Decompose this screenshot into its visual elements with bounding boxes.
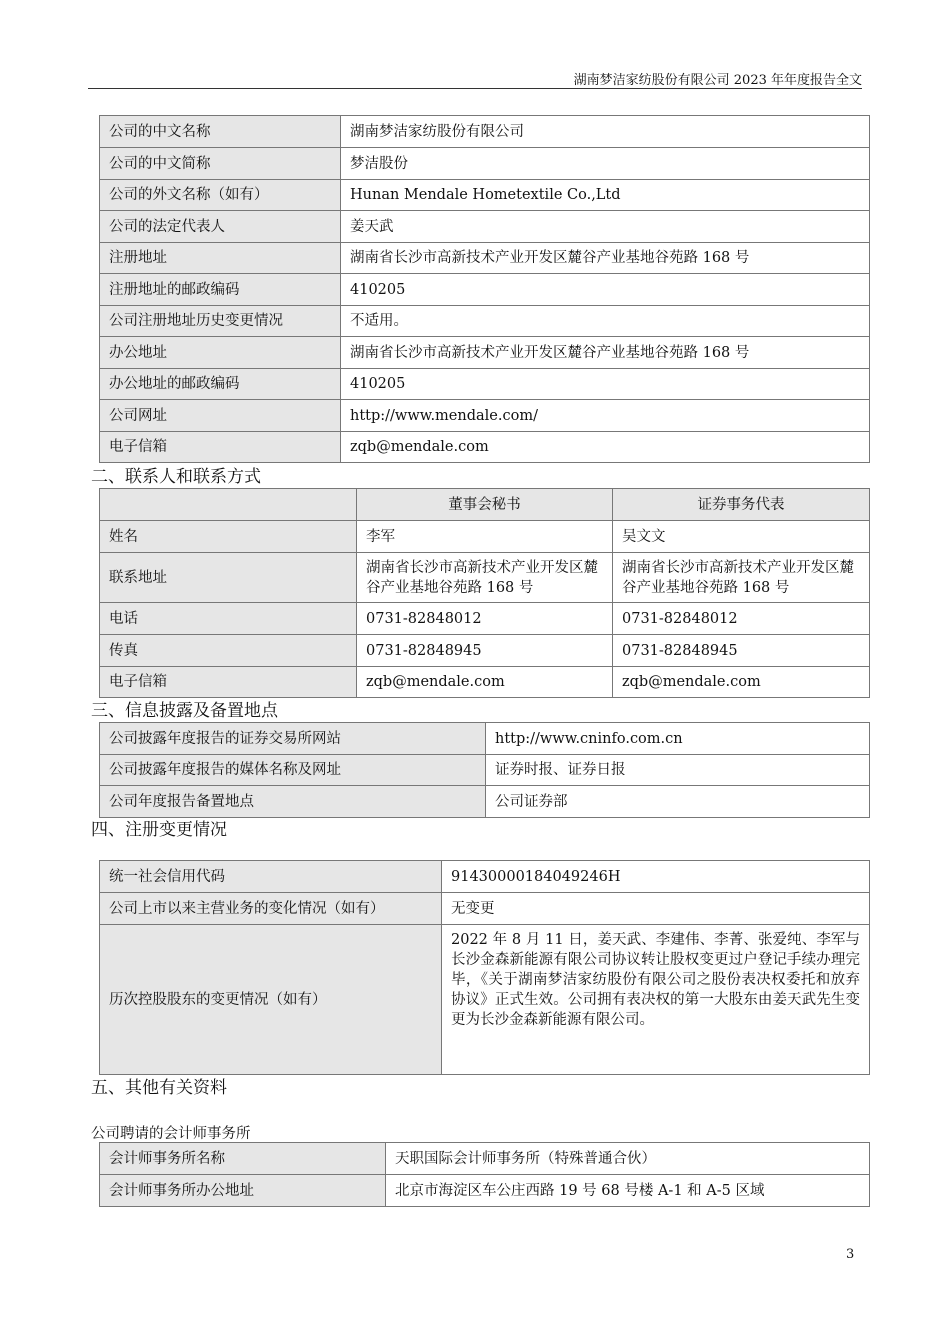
table-row xyxy=(100,211,870,243)
row-label: 公司披露年度报告的证券交易所网站 xyxy=(100,723,486,755)
header-blank-cell xyxy=(100,489,357,521)
accounting-firm-subtitle: 公司聘请的会计师事务所 xyxy=(91,1126,251,1142)
row-value: 湖南梦洁家纺股份有限公司 xyxy=(341,116,870,148)
table-row xyxy=(100,786,870,818)
row-value: 2022 年 8 月 11 日，姜天武、李建伟、李菁、张爱纯、李军与长沙金森新能源有限公司协议转让股权变更过户登记手续办理完毕，《关于湖南梦洁家纺股份有限公司之股份表决权委托和放弃协议》正式生效。公司拥有表决权的第一大股东由姜天武先生变更为长沙金森新能源有限公司。 xyxy=(442,925,870,1075)
table-row xyxy=(100,723,870,755)
section-title-registration: 四、注册变更情况 xyxy=(91,820,227,840)
row-label: 注册地址的邮政编码 xyxy=(100,274,341,306)
row-value: 姜天武 xyxy=(341,211,870,243)
secretary-cell: 0731-82848012 xyxy=(357,603,613,635)
table-row xyxy=(100,306,870,337)
row-value: 梦洁股份 xyxy=(341,148,870,180)
table-row xyxy=(100,369,870,400)
disclosure-table xyxy=(99,722,870,818)
table-row xyxy=(100,432,870,463)
row-label: 姓名 xyxy=(100,521,357,553)
row-value: 410205 xyxy=(341,369,870,400)
row-label: 办公地址 xyxy=(100,337,341,369)
table-row xyxy=(100,755,870,786)
table-row xyxy=(100,893,870,925)
table-row xyxy=(100,861,870,893)
table-row xyxy=(100,243,870,274)
table-row xyxy=(100,148,870,180)
secretary-cell: 0731-82848945 xyxy=(357,635,613,667)
row-value: 410205 xyxy=(341,274,870,306)
table-row xyxy=(100,635,870,667)
table-row xyxy=(100,521,870,553)
page-header xyxy=(88,68,862,89)
row-value: 湖南省长沙市高新技术产业开发区麓谷产业基地谷苑路 168 号 xyxy=(341,337,870,369)
row-value: Hunan Mendale Hometextile Co.,Ltd xyxy=(341,180,870,211)
row-value: zqb@mendale.com xyxy=(341,432,870,463)
row-value: 湖南省长沙市高新技术产业开发区麓谷产业基地谷苑路 168 号 xyxy=(341,243,870,274)
row-label: 传真 xyxy=(100,635,357,667)
table-row xyxy=(100,180,870,211)
table-row xyxy=(100,1143,870,1175)
section-title-contact: 二、联系人和联系方式 xyxy=(91,467,261,487)
row-label: 公司注册地址历史变更情况 xyxy=(100,306,341,337)
table-row xyxy=(100,667,870,698)
table-row xyxy=(100,925,870,1075)
row-value: http://www.cninfo.com.cn xyxy=(486,723,870,755)
row-label: 注册地址 xyxy=(100,243,341,274)
representative-cell: 0731-82848945 xyxy=(613,635,870,667)
section-title-other: 五、其他有关资料 xyxy=(91,1078,227,1098)
company-info-table xyxy=(99,115,870,463)
row-label: 电子信箱 xyxy=(100,432,341,463)
section-title-disclosure: 三、信息披露及备置地点 xyxy=(91,701,278,721)
table-row xyxy=(100,1175,870,1207)
row-label: 电话 xyxy=(100,603,357,635)
row-label: 公司的中文名称 xyxy=(100,116,341,148)
registration-table xyxy=(99,860,870,1075)
representative-cell: 吴文文 xyxy=(613,521,870,553)
secretary-cell: 湖南省长沙市高新技术产业开发区麓谷产业基地谷苑路 168 号 xyxy=(357,553,613,603)
table-row xyxy=(100,553,870,603)
row-label: 电子信箱 xyxy=(100,667,357,698)
row-value: 证券时报、证券日报 xyxy=(486,755,870,786)
row-label: 会计师事务所办公地址 xyxy=(100,1175,386,1207)
table-row xyxy=(100,274,870,306)
representative-cell: 0731-82848012 xyxy=(613,603,870,635)
contact-table xyxy=(99,488,870,698)
table-row xyxy=(100,603,870,635)
column-header: 证券事务代表 xyxy=(613,489,870,521)
row-label: 历次控股股东的变更情况（如有） xyxy=(100,925,442,1075)
row-value: 不适用。 xyxy=(341,306,870,337)
row-label: 公司披露年度报告的媒体名称及网址 xyxy=(100,755,486,786)
row-label: 公司上市以来主营业务的变化情况（如有） xyxy=(100,893,442,925)
table-row xyxy=(100,337,870,369)
row-value: 天职国际会计师事务所（特殊普通合伙） xyxy=(386,1143,870,1175)
row-label: 公司的法定代表人 xyxy=(100,211,341,243)
accounting-firm-table xyxy=(99,1142,870,1207)
secretary-cell: 李军 xyxy=(357,521,613,553)
page-number: 3 xyxy=(846,1247,855,1262)
row-label: 联系地址 xyxy=(100,553,357,603)
row-value: 91430000184049246H xyxy=(442,861,870,893)
row-label: 公司的外文名称（如有） xyxy=(100,180,341,211)
row-label: 公司年度报告备置地点 xyxy=(100,786,486,818)
representative-cell: 湖南省长沙市高新技术产业开发区麓谷产业基地谷苑路 168 号 xyxy=(613,553,870,603)
table-row xyxy=(100,400,870,432)
row-label: 公司网址 xyxy=(100,400,341,432)
representative-cell: zqb@mendale.com xyxy=(613,667,870,698)
row-value: 公司证券部 xyxy=(486,786,870,818)
row-label: 公司的中文简称 xyxy=(100,148,341,180)
row-value: 北京市海淀区车公庄西路 19 号 68 号楼 A-1 和 A-5 区域 xyxy=(386,1175,870,1207)
column-header: 董事会秘书 xyxy=(357,489,613,521)
secretary-cell: zqb@mendale.com xyxy=(357,667,613,698)
row-label: 办公地址的邮政编码 xyxy=(100,369,341,400)
row-label: 统一社会信用代码 xyxy=(100,861,442,893)
table-row xyxy=(100,116,870,148)
row-label: 会计师事务所名称 xyxy=(100,1143,386,1175)
table-header-row xyxy=(100,489,870,521)
row-value: 无变更 xyxy=(442,893,870,925)
header-title: 湖南梦洁家纺股份有限公司 2023 年年度报告全文 xyxy=(573,73,862,88)
row-value: http://www.mendale.com/ xyxy=(341,400,870,432)
